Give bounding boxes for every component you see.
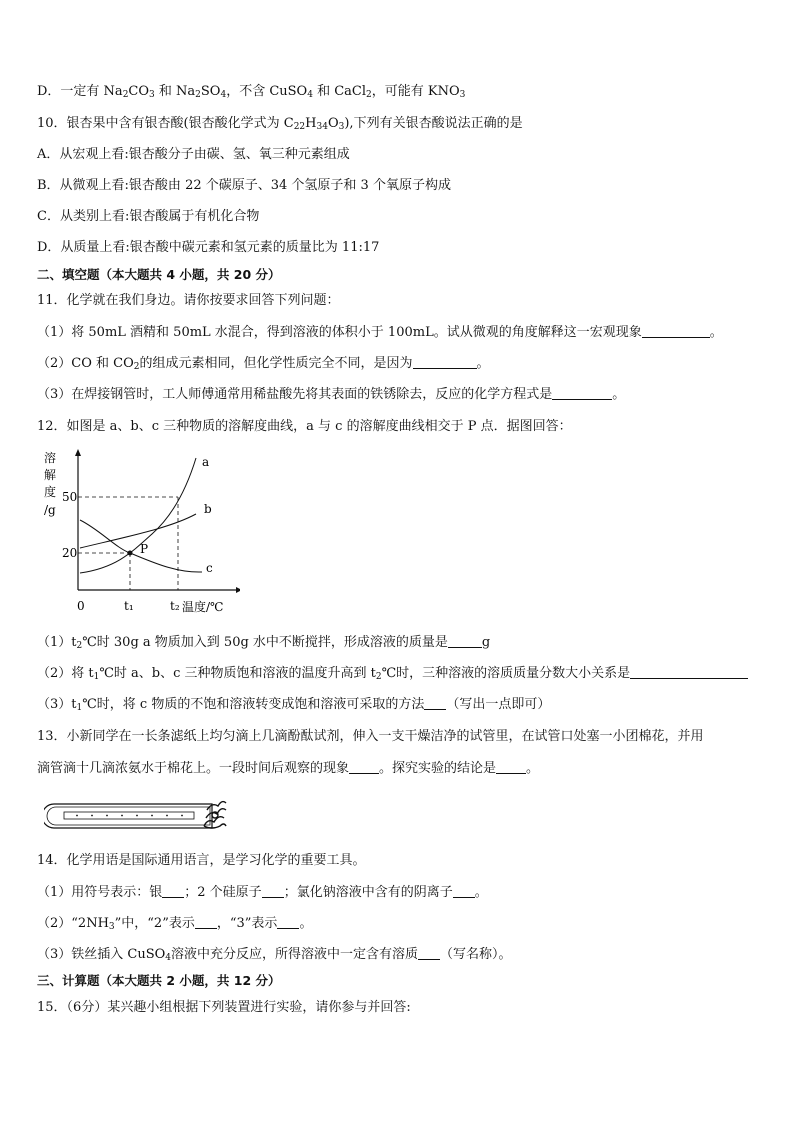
- test-tube: [44, 804, 212, 828]
- y-label-char: 解: [44, 468, 57, 482]
- q14-part2: $(2)“2NH_3$”中，“2”表示 ，“3”表示 。: [37, 916, 313, 932]
- answer-blank[interactable]: [448, 635, 482, 648]
- q12-part1: $(1)t_2℃$时 30g a 物质加入到 50g 水中不断搅拌，形成溶液的质量是 g: [37, 635, 491, 651]
- phenolphthalein-drops: [76, 815, 183, 817]
- q14-stem: 14．化学用语是国际通用语言，是学习化学的重要工具。: [37, 853, 366, 868]
- answer-blank[interactable]: [642, 325, 710, 338]
- cotton-plug: [204, 802, 226, 828]
- y-tick-label: 20: [62, 546, 78, 560]
- q10-option-d: D．从质量上看:银杏酸中碳元素和氢元素的质量比为 11:17: [37, 240, 380, 255]
- answer-blank[interactable]: [424, 697, 446, 710]
- q11-part1: （1）将 50mL 酒精和 50mL 水混合，得到溶液的体积小于 100mL。试从微观的角度解释这一宏观现象 。: [37, 325, 723, 340]
- test-tube-figure: [44, 796, 234, 836]
- answer-blank[interactable]: [162, 885, 184, 898]
- q14-part3: （3）铁丝插入 CuSO$_4$溶液中充分反应，所得溶液中一定含有溶质 （写名称）。: [37, 947, 512, 963]
- x-axis-label: 温度/℃: [182, 600, 224, 614]
- section-calculation-heading: 三、计算题（本大题共 2 小题，共 12 分）: [37, 973, 281, 988]
- answer-blank[interactable]: [453, 885, 475, 898]
- answer-blank[interactable]: [195, 916, 217, 929]
- y-tick-label: 50: [62, 490, 78, 504]
- point-label: P: [140, 542, 149, 556]
- answer-blank[interactable]: [496, 761, 526, 774]
- q10-option-c: C．从类别上看:银杏酸属于有机化合物: [37, 209, 260, 224]
- q11-part2: （2）CO 和 $CO_2$的组成元素相同，但化学性质完全不同，是因为 。: [37, 356, 490, 372]
- intersection-point: [128, 551, 133, 556]
- q13-line1: 13．小新同学在一长条滤纸上均匀滴上几滴酚酞试剂，伸入一支干燥洁净的试管里，在试管口处塞一小团棉花，并用: [37, 729, 704, 744]
- answer-blank[interactable]: [413, 356, 477, 369]
- y-label-char: 溶: [44, 451, 57, 465]
- q14-part1: （1）用符号表示：银 ；2 个硅原子 ；氯化钠溶液中含有的阴离子 。: [37, 885, 488, 900]
- x-axis-arrow: [236, 587, 240, 593]
- q15-stem: 15．（6分）某兴趣小组根据下列装置进行实验，请你参与并回答:: [37, 1000, 411, 1015]
- x-tick-label: t₁: [124, 599, 134, 613]
- solubility-curve-figure: [40, 446, 240, 624]
- q10-option-a: A．从宏观上看:银杏酸分子由碳、氢、氧三种元素组成: [37, 147, 350, 162]
- curve-label-b: b: [204, 502, 212, 516]
- q12-stem: 12．如图是 a、b、c 三种物质的溶解度曲线，a 与 c 的溶解度曲线相交于 P 点．据图回答：: [37, 419, 572, 434]
- y-axis-arrow: [75, 449, 81, 456]
- y-label-char: /g: [44, 503, 56, 517]
- q12-part3: $(3)t_1℃$时，将 c 物质的不饱和溶液转变成饱和溶液可采取的方法 （写出一点即可）: [37, 697, 551, 713]
- answer-blank[interactable]: [349, 761, 379, 774]
- test-tube-inner-wall: [47, 807, 210, 825]
- section-fill-in-heading: 二、填空题（本大题共 4 小题，共 20 分）: [37, 267, 281, 282]
- filter-paper-strip: [64, 812, 194, 819]
- y-label-char: 度: [44, 485, 57, 499]
- q12-part2: （2）将 $t_1℃$时 a、b、c 三种物质饱和溶液的温度升高到 $t_2℃$时，三种溶液的溶质质量分数大小关系是: [37, 665, 748, 686]
- origin-label: 0: [77, 599, 85, 613]
- answer-blank[interactable]: [552, 387, 612, 400]
- answer-blank[interactable]: [418, 947, 440, 960]
- q10-option-b: B．从微观上看:银杏酸由 22 个碳原子、34 个氢原子和 3 个氧原子构成: [37, 178, 451, 193]
- q9-option-d: D．一定有 $Na_2CO_3$ 和 $Na_2SO_4$，不含 CuSO$_4$ 和 CaCl$_2$，可能有 $KNO_3$: [37, 84, 466, 100]
- curve-label-c: c: [206, 561, 213, 575]
- answer-blank[interactable]: [277, 916, 299, 929]
- answer-blank[interactable]: [262, 885, 284, 898]
- q11-stem: 11．化学就在我们身边。请你按要求回答下列问题：: [37, 293, 340, 308]
- answer-blank[interactable]: [630, 666, 748, 679]
- q10-stem: 10．银杏果中含有银杏酸(银杏酸化学式为 $C_{22}H_{34}O_3$),下列有关银杏酸说法正确的是: [37, 116, 523, 132]
- x-tick-label: t₂: [170, 599, 180, 613]
- curve-label-a: a: [202, 455, 210, 469]
- q13-line2: 滴管滴十几滴浓氨水于棉花上。一段时间后观察的现象 。探究实验的结论是 。: [37, 761, 540, 776]
- q11-part3: （3）在焊接钢管时，工人师傅通常用稀盐酸先将其表面的铁锈除去，反应的化学方程式是 。: [37, 387, 626, 402]
